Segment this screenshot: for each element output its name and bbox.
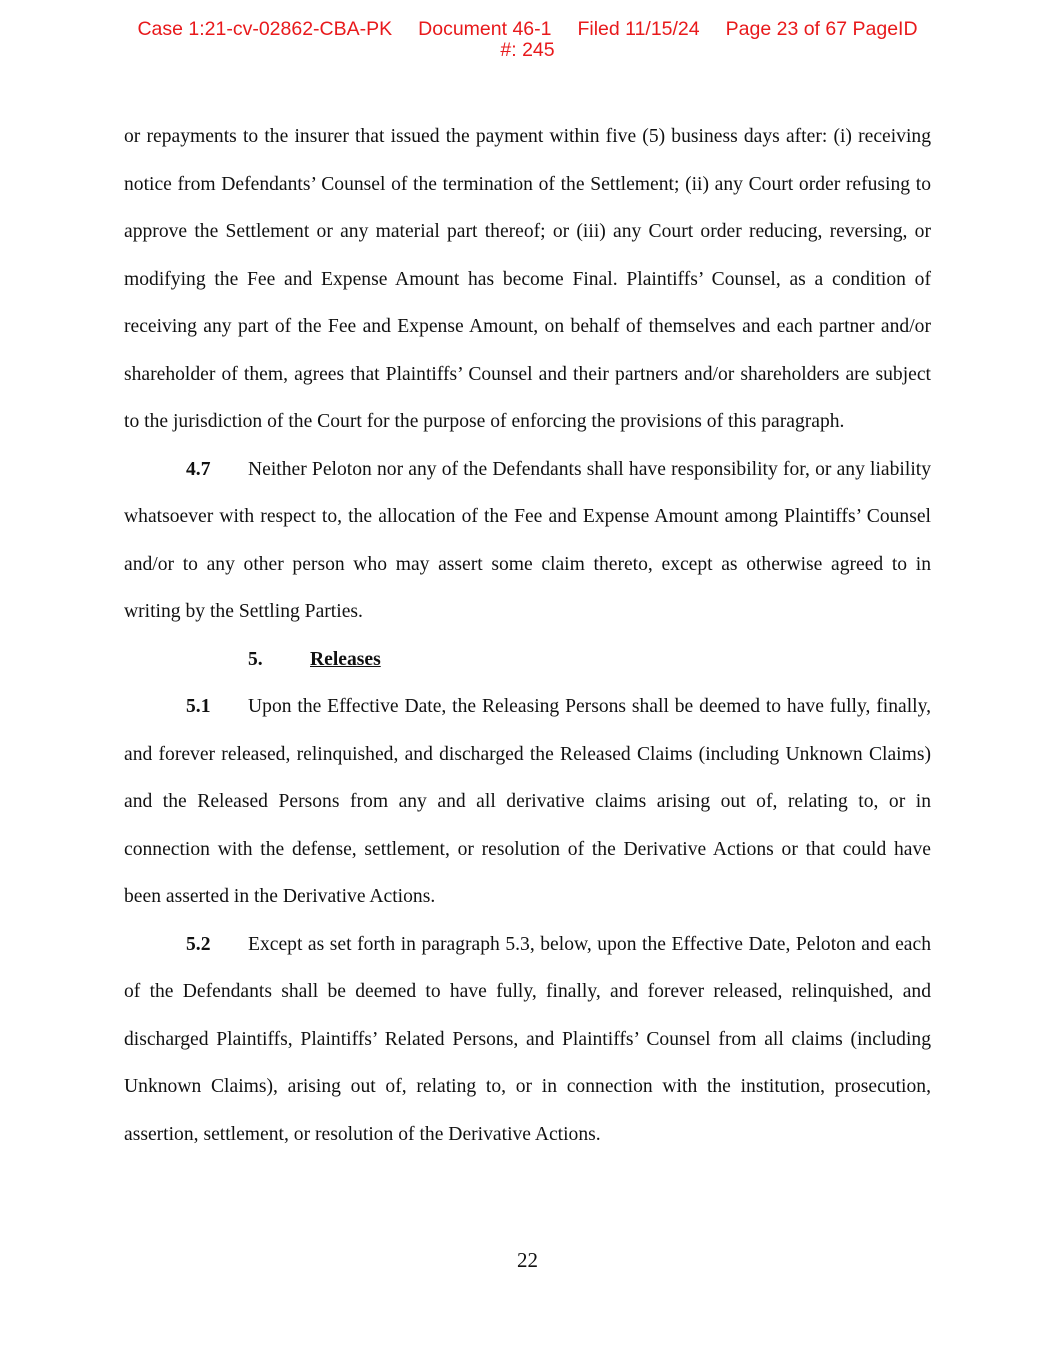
- page-number: 22: [517, 1248, 538, 1272]
- section-title: Releases: [310, 648, 381, 670]
- paragraph-number: 4.7: [186, 458, 211, 480]
- continuation-paragraph: or repayments to the insurer that issued the payment within five (5) business days after: (i) receiving notice from Defendants’ Counsel of the termination of the Settlement; (ii) any Court order refusing to approve the Settlement or any material part thereof; or (iii) any Court order reducing, reversing, or modifying the Fee and Expense Amount has become Final. Plaintiffs’ Counsel, as a condition of receiving any part of the Fee and Expense Amount, on behalf of themselves and each partner and/or shareholder of them, agrees that Plaintiffs’ Counsel and their partners and/or shareholders are subject to the jurisdiction of the Court for the purpose of enforcing the provisions of this paragraph.: [124, 126, 931, 432]
- case-header-line: [0, 19, 1055, 40]
- page-of-pages: Page 23 of 67 PageID: [725, 18, 918, 40]
- paragraph-text: Except as set forth in paragraph 5.3, below, upon the Effective Date, Peloton and each of the Defendants shall be deemed to have fully, finally, and forever released, relinquished, and discharged Plaintiffs, Plaintiffs’ Related Persons, and Plaintiffs’ Counsel from all claims (including Unknown Claims), arising out of, relating to, or in connection with the institution, prosecution, assertion, settlement, or resolution of the Derivative Actions.: [124, 933, 931, 1145]
- page-id: #: 245: [500, 39, 555, 61]
- case-header: [0, 19, 1055, 61]
- case-number: Case 1:21-cv-02862-CBA-PK: [137, 18, 393, 40]
- section-number: 5.: [248, 648, 263, 670]
- paragraph-4-7: [124, 446, 931, 636]
- paragraph-number: 5.1: [186, 696, 211, 717]
- document-body: [124, 113, 931, 1158]
- paragraph-5-1: [124, 683, 931, 921]
- paragraph-number: 5.2: [186, 933, 211, 955]
- document-number: Document 46-1: [418, 18, 552, 40]
- filed-date: Filed 11/15/24: [577, 18, 700, 40]
- paragraph-text: Upon the Effective Date, the Releasing Persons shall be deemed to have fully, finally, and forever released, relinquished, and discharged the Released Claims (including Unknown Claims) and the Released Persons from any and all derivative claims arising out of, relating to, or in connection with the defense, settlement, or resolution of the Derivative Actions or that could have been asserted in the Derivative Actions.: [124, 696, 931, 907]
- paragraph-5-2: [124, 921, 931, 1159]
- section-heading-releases: [124, 636, 931, 684]
- paragraph-text: Neither Peloton nor any of the Defendants shall have responsibility for, or any liability whatsoever with respect to, the allocation of the Fee and Expense Amount among Plaintiffs’ Counsel and/or to any other person who may assert some claim thereto, except as otherwise agreed to in writing by the Settling Parties.: [124, 458, 931, 622]
